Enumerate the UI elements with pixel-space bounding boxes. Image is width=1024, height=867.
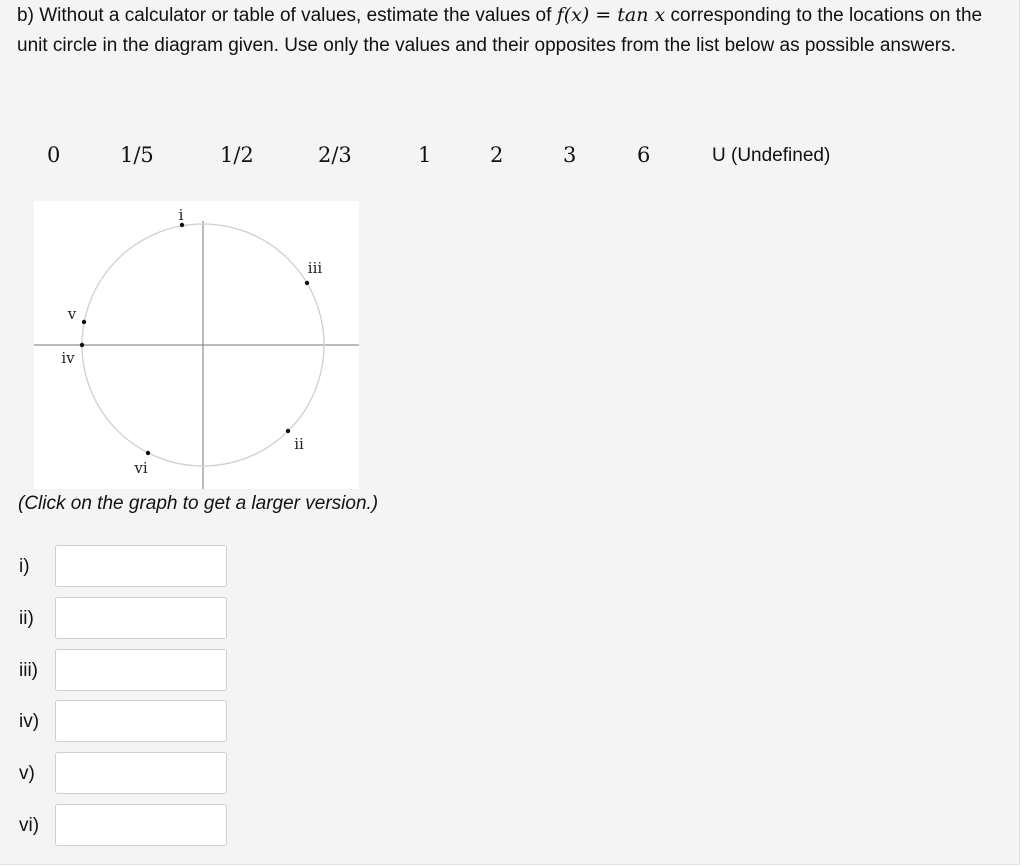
prompt-text-1: Without a calculator or table of values, estimate the values of [39,5,552,26]
answer-label-iv: iv) [19,711,40,732]
answer-label-i: i) [19,556,30,577]
point-v-label: v [67,305,77,323]
answer-input-v[interactable] [55,752,227,794]
choice-4: 1 [418,143,432,167]
graph-caption: (Click on the graph to get a larger version.) [18,493,379,514]
point-iii [305,281,309,285]
answer-input-vi[interactable] [55,804,227,846]
choice-6: 3 [563,143,577,167]
choice-2: 1/2 [220,143,254,167]
point-iv-label: iv [61,349,75,367]
function-expression: f(x) = tan x [556,4,666,26]
prompt-text-2: corresponding to the locations on the unit circle in the diagram given. Use only the values and their opposites from the list below as possible answers. [17,5,983,56]
choice-8: U (Undefined) [712,145,831,166]
point-i-label: i [178,206,184,224]
point-ii [286,429,290,433]
unit-circle-graph[interactable] [34,201,359,489]
question-prompt [17,0,997,61]
choice-5: 2 [490,143,504,167]
choice-0: 0 [47,143,61,167]
answer-label-v: v) [19,763,35,784]
answer-input-iv[interactable] [55,700,227,742]
answer-label-ii: ii) [19,608,34,629]
point-iii-label: iii [307,259,323,277]
point-iv [80,343,84,347]
answer-input-i[interactable] [55,545,227,587]
answer-label-iii: iii) [19,660,38,681]
answer-input-iii[interactable] [55,649,227,691]
choice-7: 6 [637,143,651,167]
point-vi-label: vi [134,459,148,477]
choice-1: 1/5 [120,143,154,167]
choice-3: 2/3 [318,143,352,167]
part-label: b) [17,5,34,26]
point-v [82,320,86,324]
answer-input-ii[interactable] [55,597,227,639]
point-vi [146,451,150,455]
answer-label-vi: vi) [19,815,40,836]
point-ii-label: ii [294,435,304,453]
